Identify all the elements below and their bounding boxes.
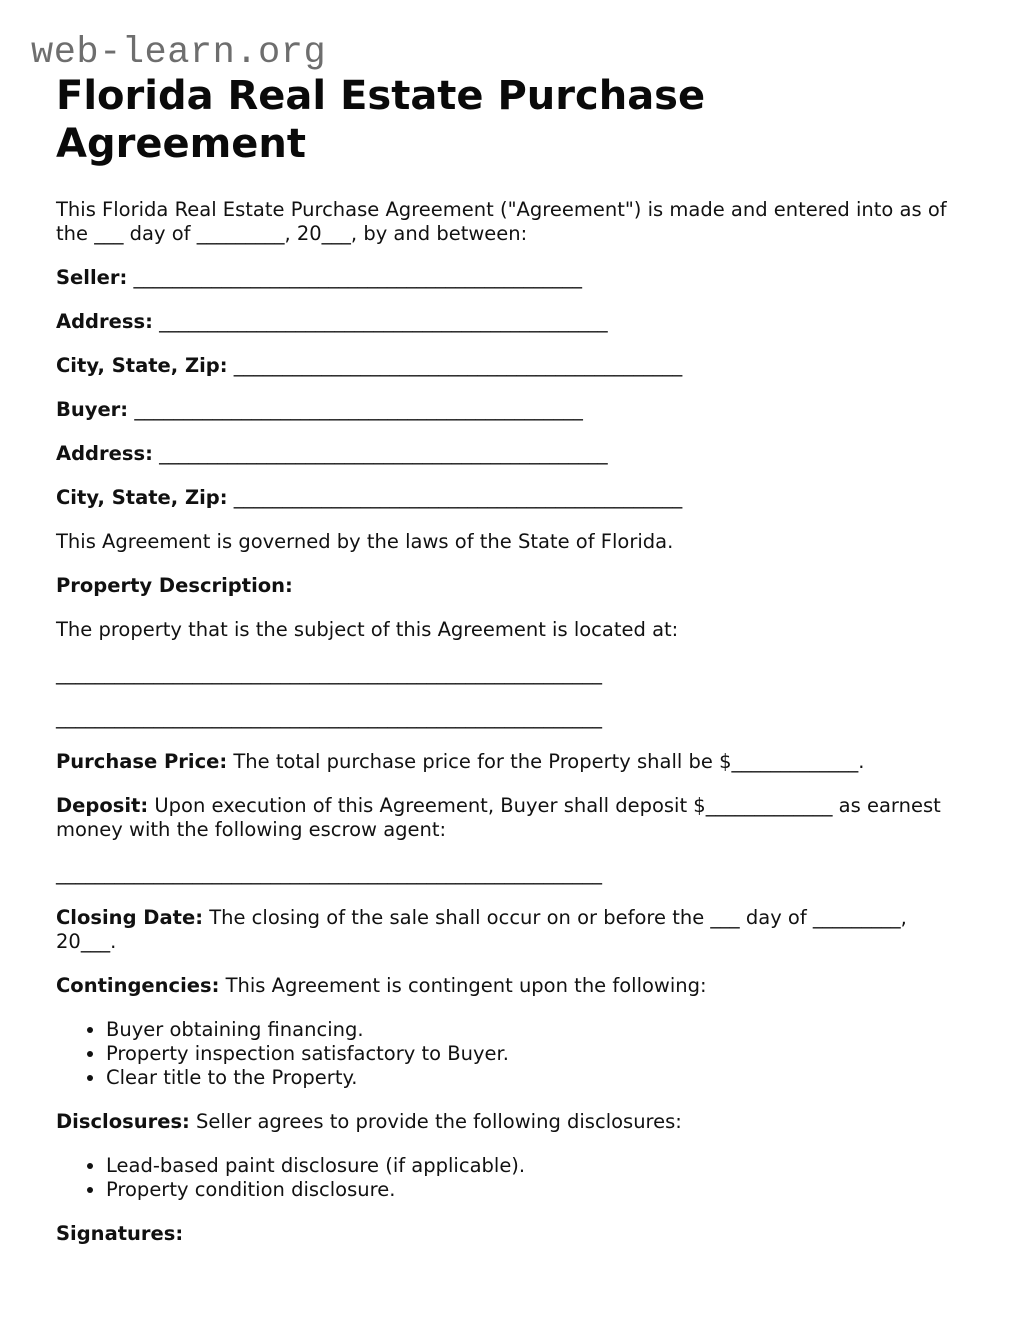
escrow-agent-blank[interactable]: ________________________________________________________ xyxy=(56,862,602,885)
deposit-text: Upon execution of this Agreement, Buyer shall deposit $_____________ as earnest money with the following escrow agent: xyxy=(56,794,941,841)
property-text: The property that is the subject of this Agreement is located at: xyxy=(56,618,679,641)
buyer-address-blank[interactable]: ______________________________________________ xyxy=(159,442,608,465)
document-title: Florida Real Estate Purchase Agreement xyxy=(56,73,706,167)
closing-date-label: Closing Date: xyxy=(56,906,204,929)
property-blank-2[interactable]: ________________________________________________________ xyxy=(56,706,602,729)
buyer-label: Buyer: xyxy=(56,398,129,421)
buyer-blank[interactable]: ______________________________________________ xyxy=(134,398,583,421)
seller-city-field xyxy=(56,354,966,378)
contingencies-clause xyxy=(56,974,966,998)
disclosures-text: Seller agrees to provide the following disclosures: xyxy=(189,1110,682,1133)
deposit-clause xyxy=(56,794,966,842)
contingencies-label: Contingencies: xyxy=(56,974,220,997)
deposit-label: Deposit: xyxy=(56,794,149,817)
intro-paragraph: This Florida Real Estate Purchase Agreement ("Agreement") is made and entered into as of the ___ day of _________, 20___, by and between: xyxy=(56,198,947,245)
list-item: • Lead-based paint disclosure (if applicable). xyxy=(106,1154,966,1178)
document xyxy=(56,72,966,1246)
buyer-address-label: Address: xyxy=(56,442,153,465)
seller-blank[interactable]: ______________________________________________ xyxy=(133,266,582,289)
purchase-price-text: The total purchase price for the Property shall be $_____________. xyxy=(227,750,865,773)
seller-address-label: Address: xyxy=(56,310,153,333)
property-heading: Property Description: xyxy=(56,574,293,597)
list-item: • Property condition disclosure. xyxy=(106,1178,966,1202)
seller-city-blank[interactable]: ______________________________________________ xyxy=(233,354,683,377)
list-item: • Property inspection satisfactory to Buyer. xyxy=(106,1042,966,1066)
seller-address-blank[interactable]: ______________________________________________ xyxy=(159,310,608,333)
contingencies-text: This Agreement is contingent upon the following: xyxy=(219,974,707,997)
disclosures-list xyxy=(56,1154,966,1202)
purchase-price-label: Purchase Price: xyxy=(56,750,228,773)
seller-label: Seller: xyxy=(56,266,128,289)
buyer-city-blank[interactable]: ______________________________________________ xyxy=(233,486,683,509)
seller-city-label: City, State, Zip: xyxy=(56,354,228,377)
buyer-city-field xyxy=(56,486,966,510)
disclosures-clause xyxy=(56,1110,966,1134)
closing-date-clause xyxy=(56,906,966,954)
signatures-heading: Signatures: xyxy=(56,1222,184,1245)
buyer-address-field xyxy=(56,442,966,466)
disclosures-label: Disclosures: xyxy=(56,1110,190,1133)
watermark: web-learn.org xyxy=(31,32,327,74)
buyer-city-label: City, State, Zip: xyxy=(56,486,228,509)
list-item: • Clear title to the Property. xyxy=(106,1066,966,1090)
contingencies-list xyxy=(56,1018,966,1090)
list-item: • Buyer obtaining financing. xyxy=(106,1018,966,1042)
seller-address-field xyxy=(56,310,966,334)
closing-date-text: The closing of the sale shall occur on or before the ___ day of _________, 20___. xyxy=(56,906,907,953)
property-blank-1[interactable]: ________________________________________________________ xyxy=(56,662,602,685)
seller-field xyxy=(56,266,966,290)
buyer-field xyxy=(56,398,966,422)
governing-law: This Agreement is governed by the laws of the State of Florida. xyxy=(56,530,674,553)
purchase-price-clause xyxy=(56,750,966,774)
